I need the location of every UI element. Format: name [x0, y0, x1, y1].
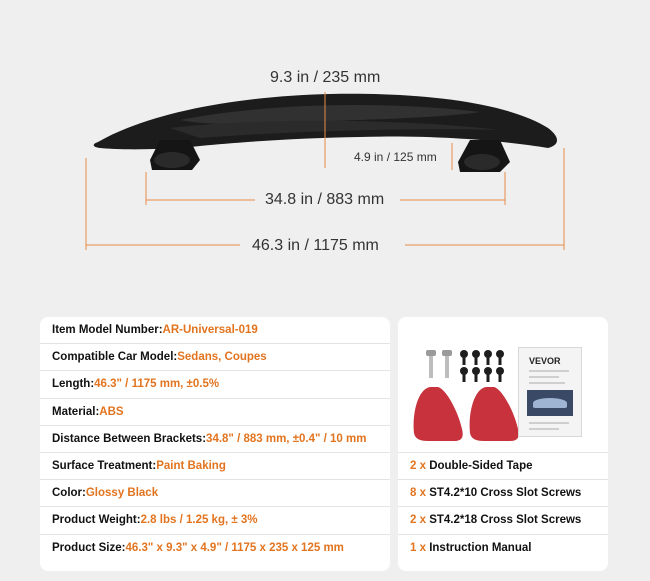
spec-value: Glossy Black [85, 487, 159, 500]
package-item [398, 453, 608, 480]
spec-value: 46.3" x 9.3" x 4.9" / 1175 x 235 x 125 mm [125, 542, 344, 555]
package-item-name: Instruction Manual [429, 542, 532, 555]
package-item [398, 480, 608, 507]
short-screw-icon [460, 350, 504, 382]
spec-row-length [40, 371, 390, 398]
spec-value: Sedans, Coupes [177, 351, 267, 364]
spec-row-model [40, 317, 390, 344]
spec-value: 46.3" / 1175 mm, ±0.5% [94, 378, 220, 391]
spec-label: Surface Treatment: [52, 460, 157, 473]
spec-value: 34.8" / 883 mm, ±0.4" / 10 mm [206, 432, 367, 445]
package-item-qty: 2 x [410, 514, 426, 527]
spec-label: Item Model Number: [52, 324, 163, 337]
spec-label: Product Weight: [52, 514, 141, 527]
package-item-qty: 8 x [410, 487, 426, 500]
spec-value: AR-Universal-019 [162, 324, 258, 337]
bracket-distance-label: 34.8 in / 883 mm [265, 191, 385, 208]
spec-label: Distance Between Brackets: [52, 432, 207, 445]
long-screw-icon [426, 350, 452, 378]
package-contents-image [398, 317, 608, 453]
spec-value: 2.8 lbs / 1.25 kg, ± 3% [140, 514, 258, 527]
package-item-qty: 2 x [410, 460, 426, 473]
package-contents-card [398, 317, 608, 571]
package-item-name: Double-Sided Tape [429, 460, 533, 473]
manual-brand-text: VEVOR [529, 356, 561, 366]
spec-row-bracket-distance [40, 426, 390, 453]
spec-row-weight [40, 507, 390, 534]
spec-value: Paint Baking [156, 460, 226, 473]
spec-row-size [40, 535, 390, 562]
double-sided-tape-icon [470, 387, 519, 441]
length-dimension-label: 46.3 in / 1175 mm [252, 237, 379, 254]
package-item-name: ST4.2*10 Cross Slot Screws [429, 487, 582, 500]
instruction-manual-icon [518, 347, 582, 437]
specifications-card [40, 317, 390, 571]
spec-label: Compatible Car Model: [52, 351, 178, 364]
package-item [398, 535, 608, 562]
double-sided-tape-icon [414, 387, 463, 441]
package-item-qty: 1 x [410, 542, 426, 555]
spec-row-compatible [40, 344, 390, 371]
depth-dimension-label: 9.3 in / 235 mm [270, 69, 381, 86]
spec-label: Material: [52, 405, 100, 418]
package-item [398, 507, 608, 534]
height-dimension-label: 4.9 in / 125 mm [354, 150, 437, 164]
package-item-name: ST4.2*18 Cross Slot Screws [429, 514, 582, 527]
spec-row-material [40, 399, 390, 426]
spec-label: Product Size: [52, 542, 126, 555]
spec-row-color [40, 480, 390, 507]
spec-value: ABS [99, 405, 124, 418]
spec-label: Color: [52, 487, 86, 500]
spec-label: Length: [52, 378, 95, 391]
spec-row-surface [40, 453, 390, 480]
